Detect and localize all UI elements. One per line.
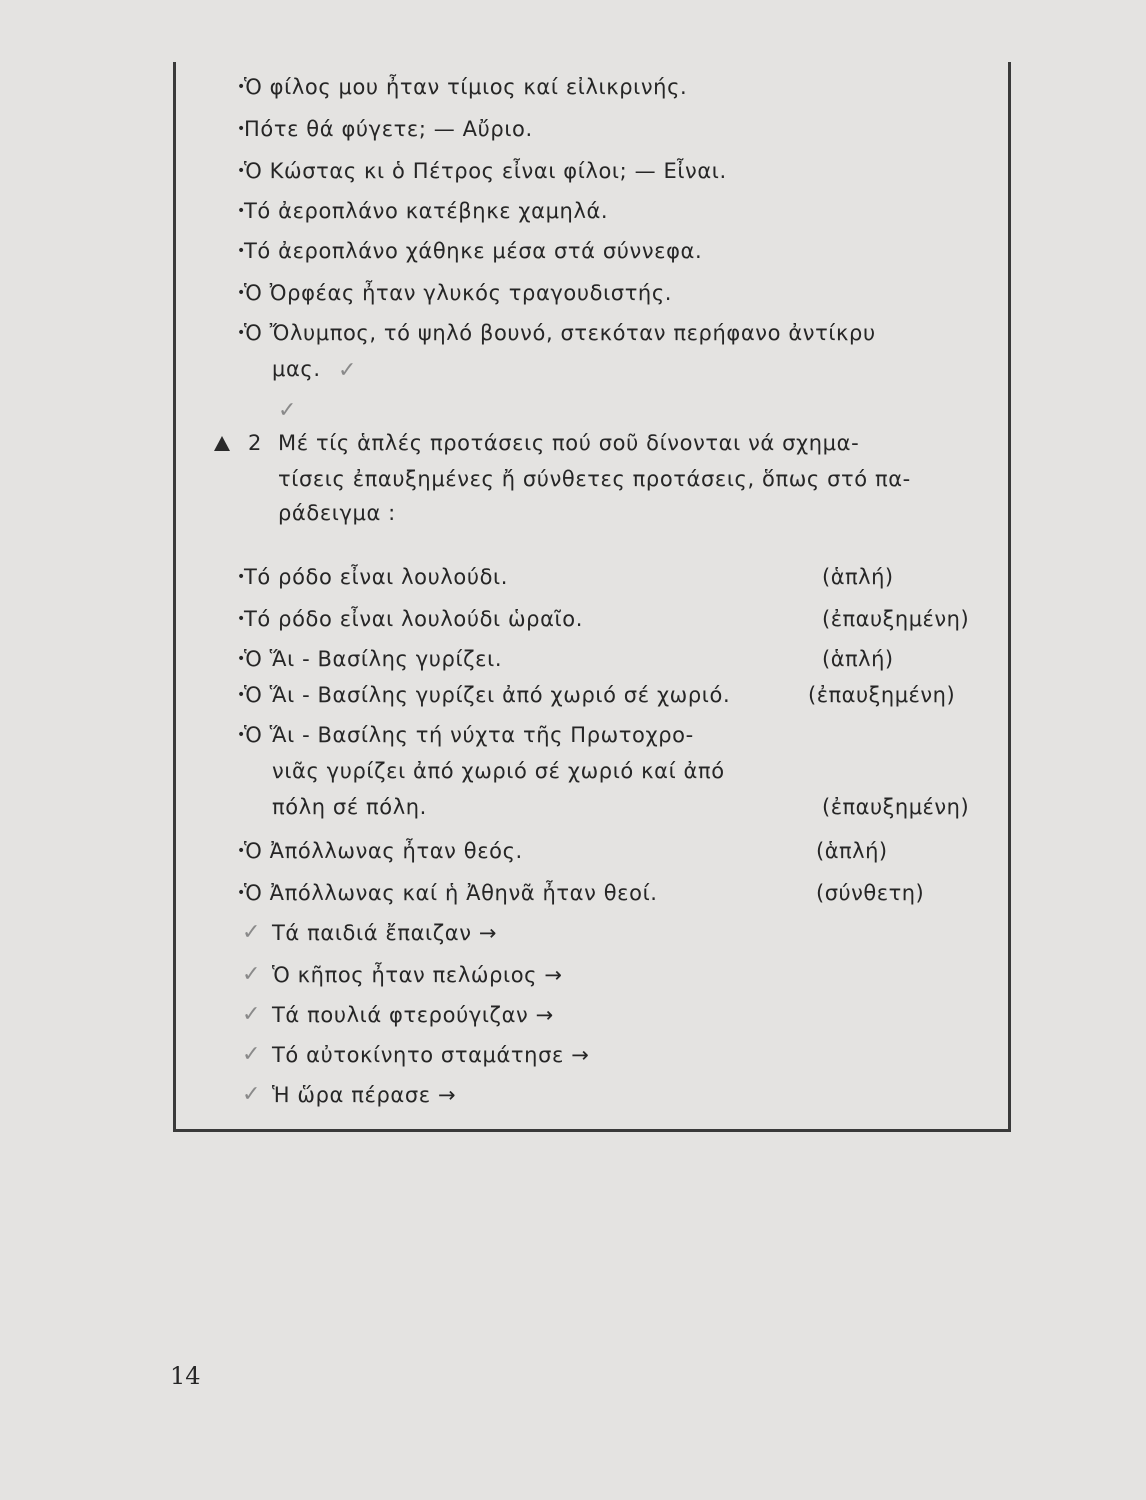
- sentence-line: • Ὁ φίλος μου ἦταν τίμιος καί εἰλικρινής.: [237, 75, 688, 99]
- sentence-line-continued: μας.: [272, 357, 321, 381]
- sentence-line: • Ὁ Ὀρφέας ἦταν γλυκός τραγουδιστής.: [237, 281, 673, 305]
- example-line: • Ὁ Ἅι - Βασίλης τή νύχτα τῆς Πρωτοχρο-: [237, 723, 694, 747]
- example-line-continued: νιᾶς γυρίζει ἀπό χωριό σέ χωριό καί ἀπό: [272, 759, 725, 783]
- task-line: ✓ Ἡ ὥρα πέρασε →: [242, 1082, 457, 1107]
- example-line: • Τό ρόδο εἶναι λουλούδι ὡραῖο.: [237, 607, 583, 631]
- example-type-tag: (ἐπαυξημένη): [822, 795, 970, 819]
- example-line: • Ὁ Ἀπόλλωνας καί ἡ Ἀθηνᾶ ἦταν θεοί.: [237, 881, 658, 905]
- handwritten-check-mark: ✓: [242, 1082, 262, 1107]
- example-type-tag: (ἁπλή): [816, 839, 888, 863]
- exercise-instruction: τίσεις ἐπαυξημένες ἤ σύνθετες προτάσεις, ὅπως στό πα-: [278, 467, 911, 491]
- example-line: • Ὁ Ἀπόλλωνας ἦταν θεός.: [237, 839, 523, 863]
- task-line: ✓ Τά πουλιά φτερούγιζαν →: [242, 1002, 554, 1027]
- exercise-instruction: ράδειγμα :: [278, 501, 396, 525]
- sentence-line: • Τό ἀεροπλάνο κατέβηκε χαμηλά.: [237, 199, 609, 223]
- sentence-line: • Ὁ Κώστας κι ὁ Πέτρος εἶναι φίλοι; — Εἶναι.: [237, 159, 727, 183]
- page-number: 14: [170, 1362, 201, 1390]
- handwritten-check-mark: ✓: [242, 1042, 262, 1067]
- handwritten-check-mark: ✓: [338, 358, 357, 383]
- example-type-tag: (ἐπαυξημένη): [822, 607, 970, 631]
- task-line: ✓ Τό αὐτοκίνητο σταμάτησε →: [242, 1042, 590, 1067]
- handwritten-check-mark: ✓: [242, 962, 262, 987]
- task-line: ✓ Ὁ κῆπος ἦταν πελώριος →: [242, 962, 563, 987]
- exercise-number: 2: [248, 431, 262, 455]
- exercise-instruction: Μέ τίς ἁπλές προτάσεις πού σοῦ δίνονται νά σχημα-: [278, 431, 860, 455]
- task-line: ✓ Τά παιδιά ἔπαιζαν →: [242, 920, 498, 945]
- handwritten-check-mark: ✓: [278, 398, 297, 423]
- handwritten-check-mark: ✓: [242, 1002, 262, 1027]
- sentence-line: • Πότε θά φύγετε; — Αὔριο.: [237, 117, 533, 141]
- sentence-line: • Τό ἀεροπλάνο χάθηκε μέσα στά σύννεφα.: [237, 239, 703, 263]
- example-line: • Ὁ Ἅι - Βασίλης γυρίζει ἀπό χωριό σέ χωριό.: [237, 683, 731, 707]
- example-type-tag: (ἁπλή): [822, 647, 894, 671]
- example-type-tag: (ἁπλή): [822, 565, 894, 589]
- triangle-icon: [214, 436, 230, 451]
- example-type-tag: (σύνθετη): [816, 881, 925, 905]
- example-line: • Ὁ Ἅι - Βασίλης γυρίζει.: [237, 647, 503, 671]
- sentence-line: • Ὁ Ὄλυμπος, τό ψηλό βουνό, στεκόταν περήφανο ἀντίκρυ: [237, 321, 876, 345]
- example-line: • Τό ρόδο εἶναι λουλούδι.: [237, 565, 508, 589]
- handwritten-check-mark: ✓: [242, 920, 262, 945]
- example-type-tag: (ἐπαυξημένη): [808, 683, 956, 707]
- example-line-continued: πόλη σέ πόλη.: [272, 795, 427, 819]
